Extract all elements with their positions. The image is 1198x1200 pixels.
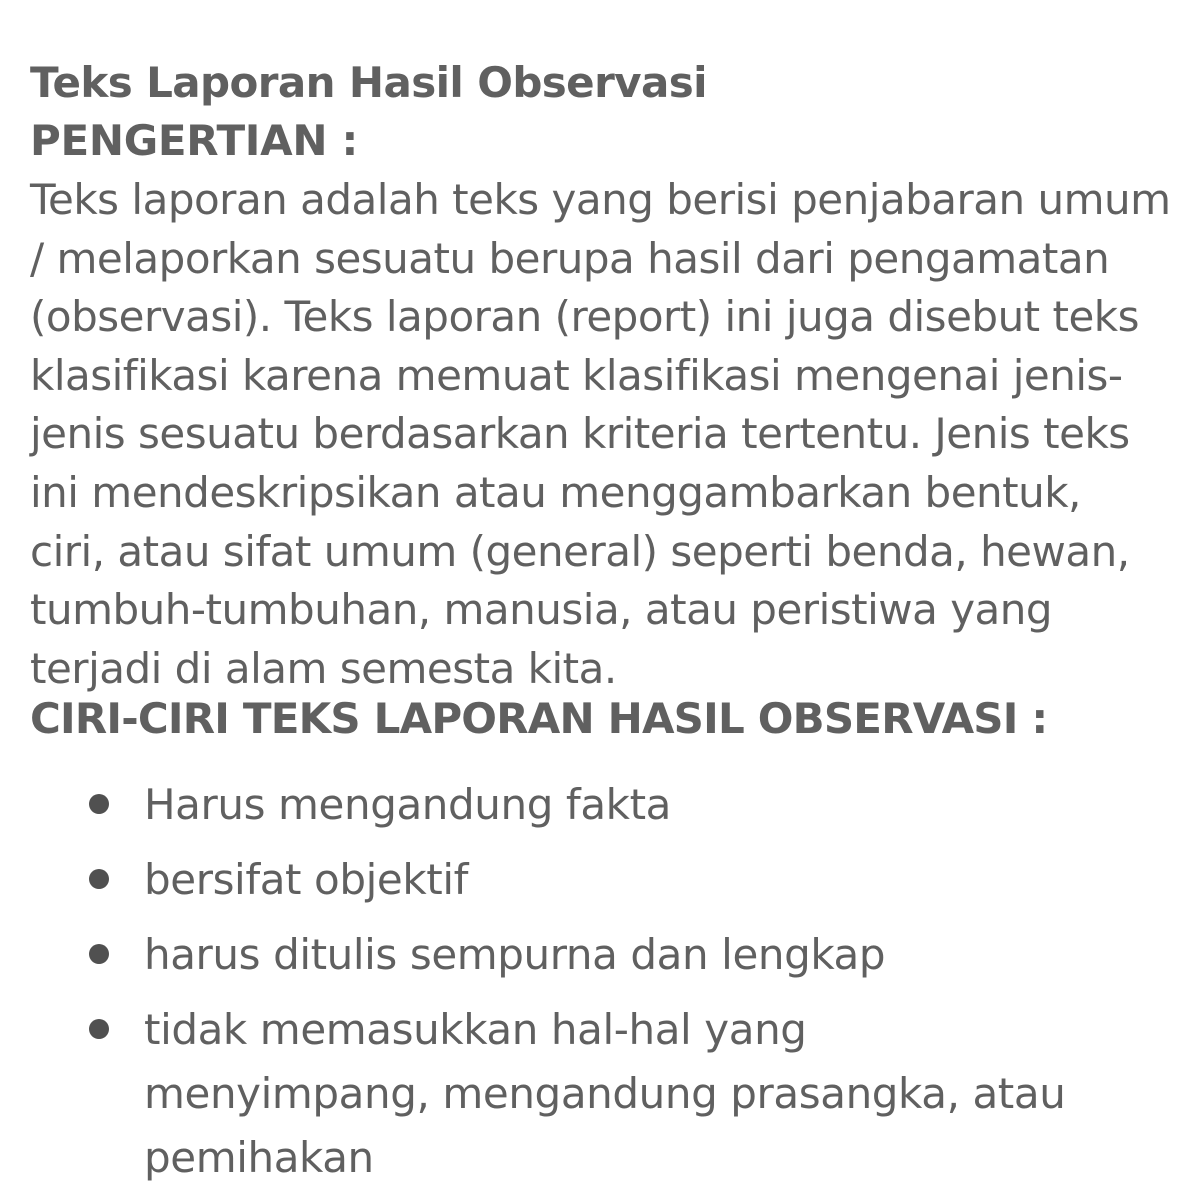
paragraph-line: Teks laporan adalah teks yang berisi penjabaran umum (30, 175, 1171, 224)
list-item-text (144, 773, 1198, 837)
list-item (0, 848, 1198, 912)
list-item-text (144, 848, 1198, 912)
list-item (0, 998, 1198, 1190)
bullet-icon (89, 869, 109, 889)
paragraph-line: tumbuh-tumbuhan, manusia, atau peristiwa yang (30, 585, 1053, 635)
list-item (0, 923, 1198, 987)
bullet-icon (89, 944, 109, 964)
ciri-ciri-list (0, 773, 1198, 1200)
list-item-line: bersifat objektif (144, 855, 468, 904)
paragraph-line: ini mendeskripsikan atau menggambarkan bentuk, (30, 467, 1081, 517)
list-item-line: Harus mengandung fakta (144, 780, 671, 829)
bullet-icon (89, 794, 109, 814)
paragraph-line: jenis sesuatu berdasarkan kriteria tertentu. Jenis teks (30, 409, 1130, 459)
bullet-icon (89, 1019, 109, 1039)
paragraph-line: / melaporkan sesuatu berupa hasil dari pengamatan (30, 233, 1110, 283)
list-item (0, 773, 1198, 837)
list-item-text (144, 923, 1198, 987)
paragraph-pengertian (30, 171, 1180, 698)
list-item-text (144, 998, 1198, 1190)
heading-pengertian: PENGERTIAN : (30, 116, 358, 165)
heading-ciri-ciri: CIRI-CIRI TEKS LAPORAN HASIL OBSERVASI : (30, 694, 1048, 743)
paragraph-line: ciri, atau sifat umum (general) seperti benda, hewan, (30, 526, 1130, 576)
list-item-line: menyimpang, mengandung prasangka, atau (144, 1069, 1066, 1118)
paragraph-line: klasifikasi karena memuat klasifikasi mengenai jenis- (30, 350, 1123, 400)
paragraph-line: (observasi). Teks laporan (report) ini juga disebut teks (30, 292, 1140, 342)
list-item-line: tidak memasukkan hal-hal yang (144, 1005, 807, 1054)
list-item-line: harus ditulis sempurna dan lengkap (144, 930, 886, 979)
document-title: Teks Laporan Hasil Observasi (30, 58, 707, 107)
list-item-line: pemihakan (144, 1133, 374, 1182)
paragraph-line: terjadi di alam semesta kita. (30, 643, 617, 693)
